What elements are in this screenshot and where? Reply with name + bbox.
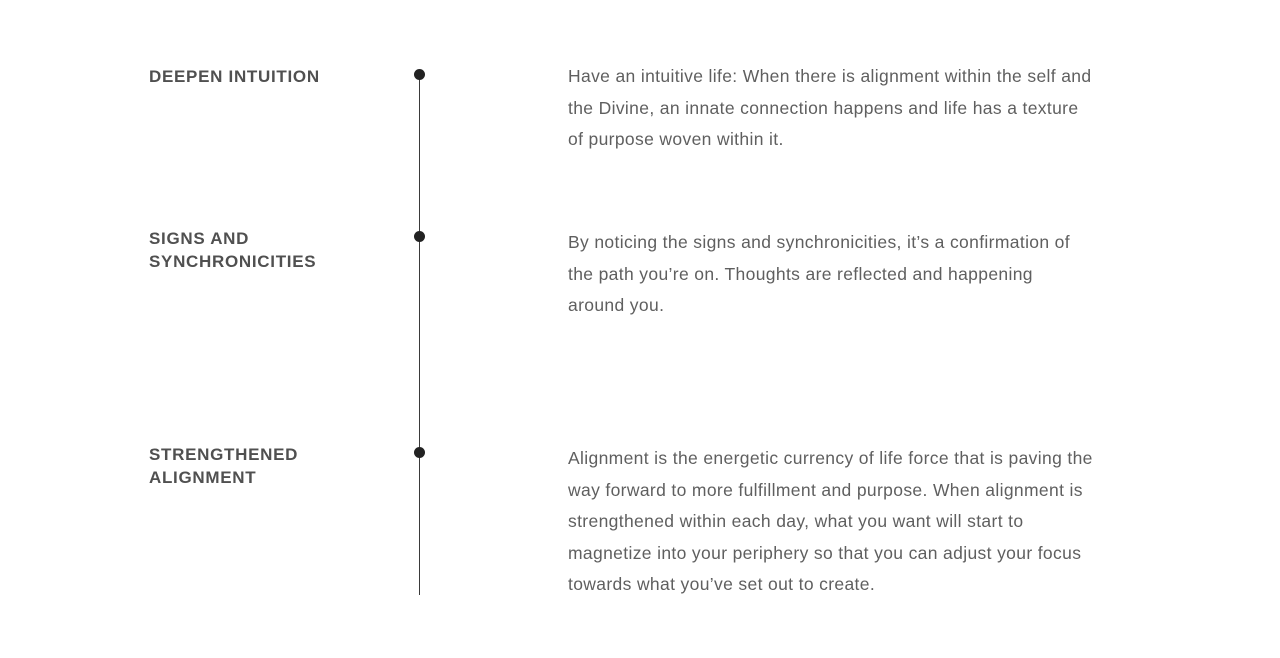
timeline-description: Alignment is the energetic currency of life force that is paving the way forward to more fulfillment and purpose. When alignment is strengthened within each day, what you want will start to magnetize into your periphery so that you can adjust your focus towards what you’ve set out to create. bbox=[568, 448, 1093, 595]
timeline-dot bbox=[414, 447, 425, 458]
timeline-description: Have an intuitive life: When there is alignment within the self and the Divine, an innate connection happens and life has a texture of purpose woven within it. bbox=[568, 66, 1092, 150]
timeline-dot bbox=[414, 231, 425, 242]
timeline-line bbox=[419, 74, 420, 595]
timeline-heading: SIGNS AND SYNCHRONICITIES bbox=[149, 229, 317, 271]
timeline-heading: STRENGTHENED ALIGNMENT bbox=[149, 445, 299, 487]
timeline-description: By noticing the signs and synchronicities, it’s a confirmation of the path you’re on. Thoughts are reflected and happening around you. bbox=[568, 232, 1070, 316]
timeline-heading: DEEPEN INTUITION bbox=[149, 67, 320, 86]
timeline-dot bbox=[414, 69, 425, 80]
